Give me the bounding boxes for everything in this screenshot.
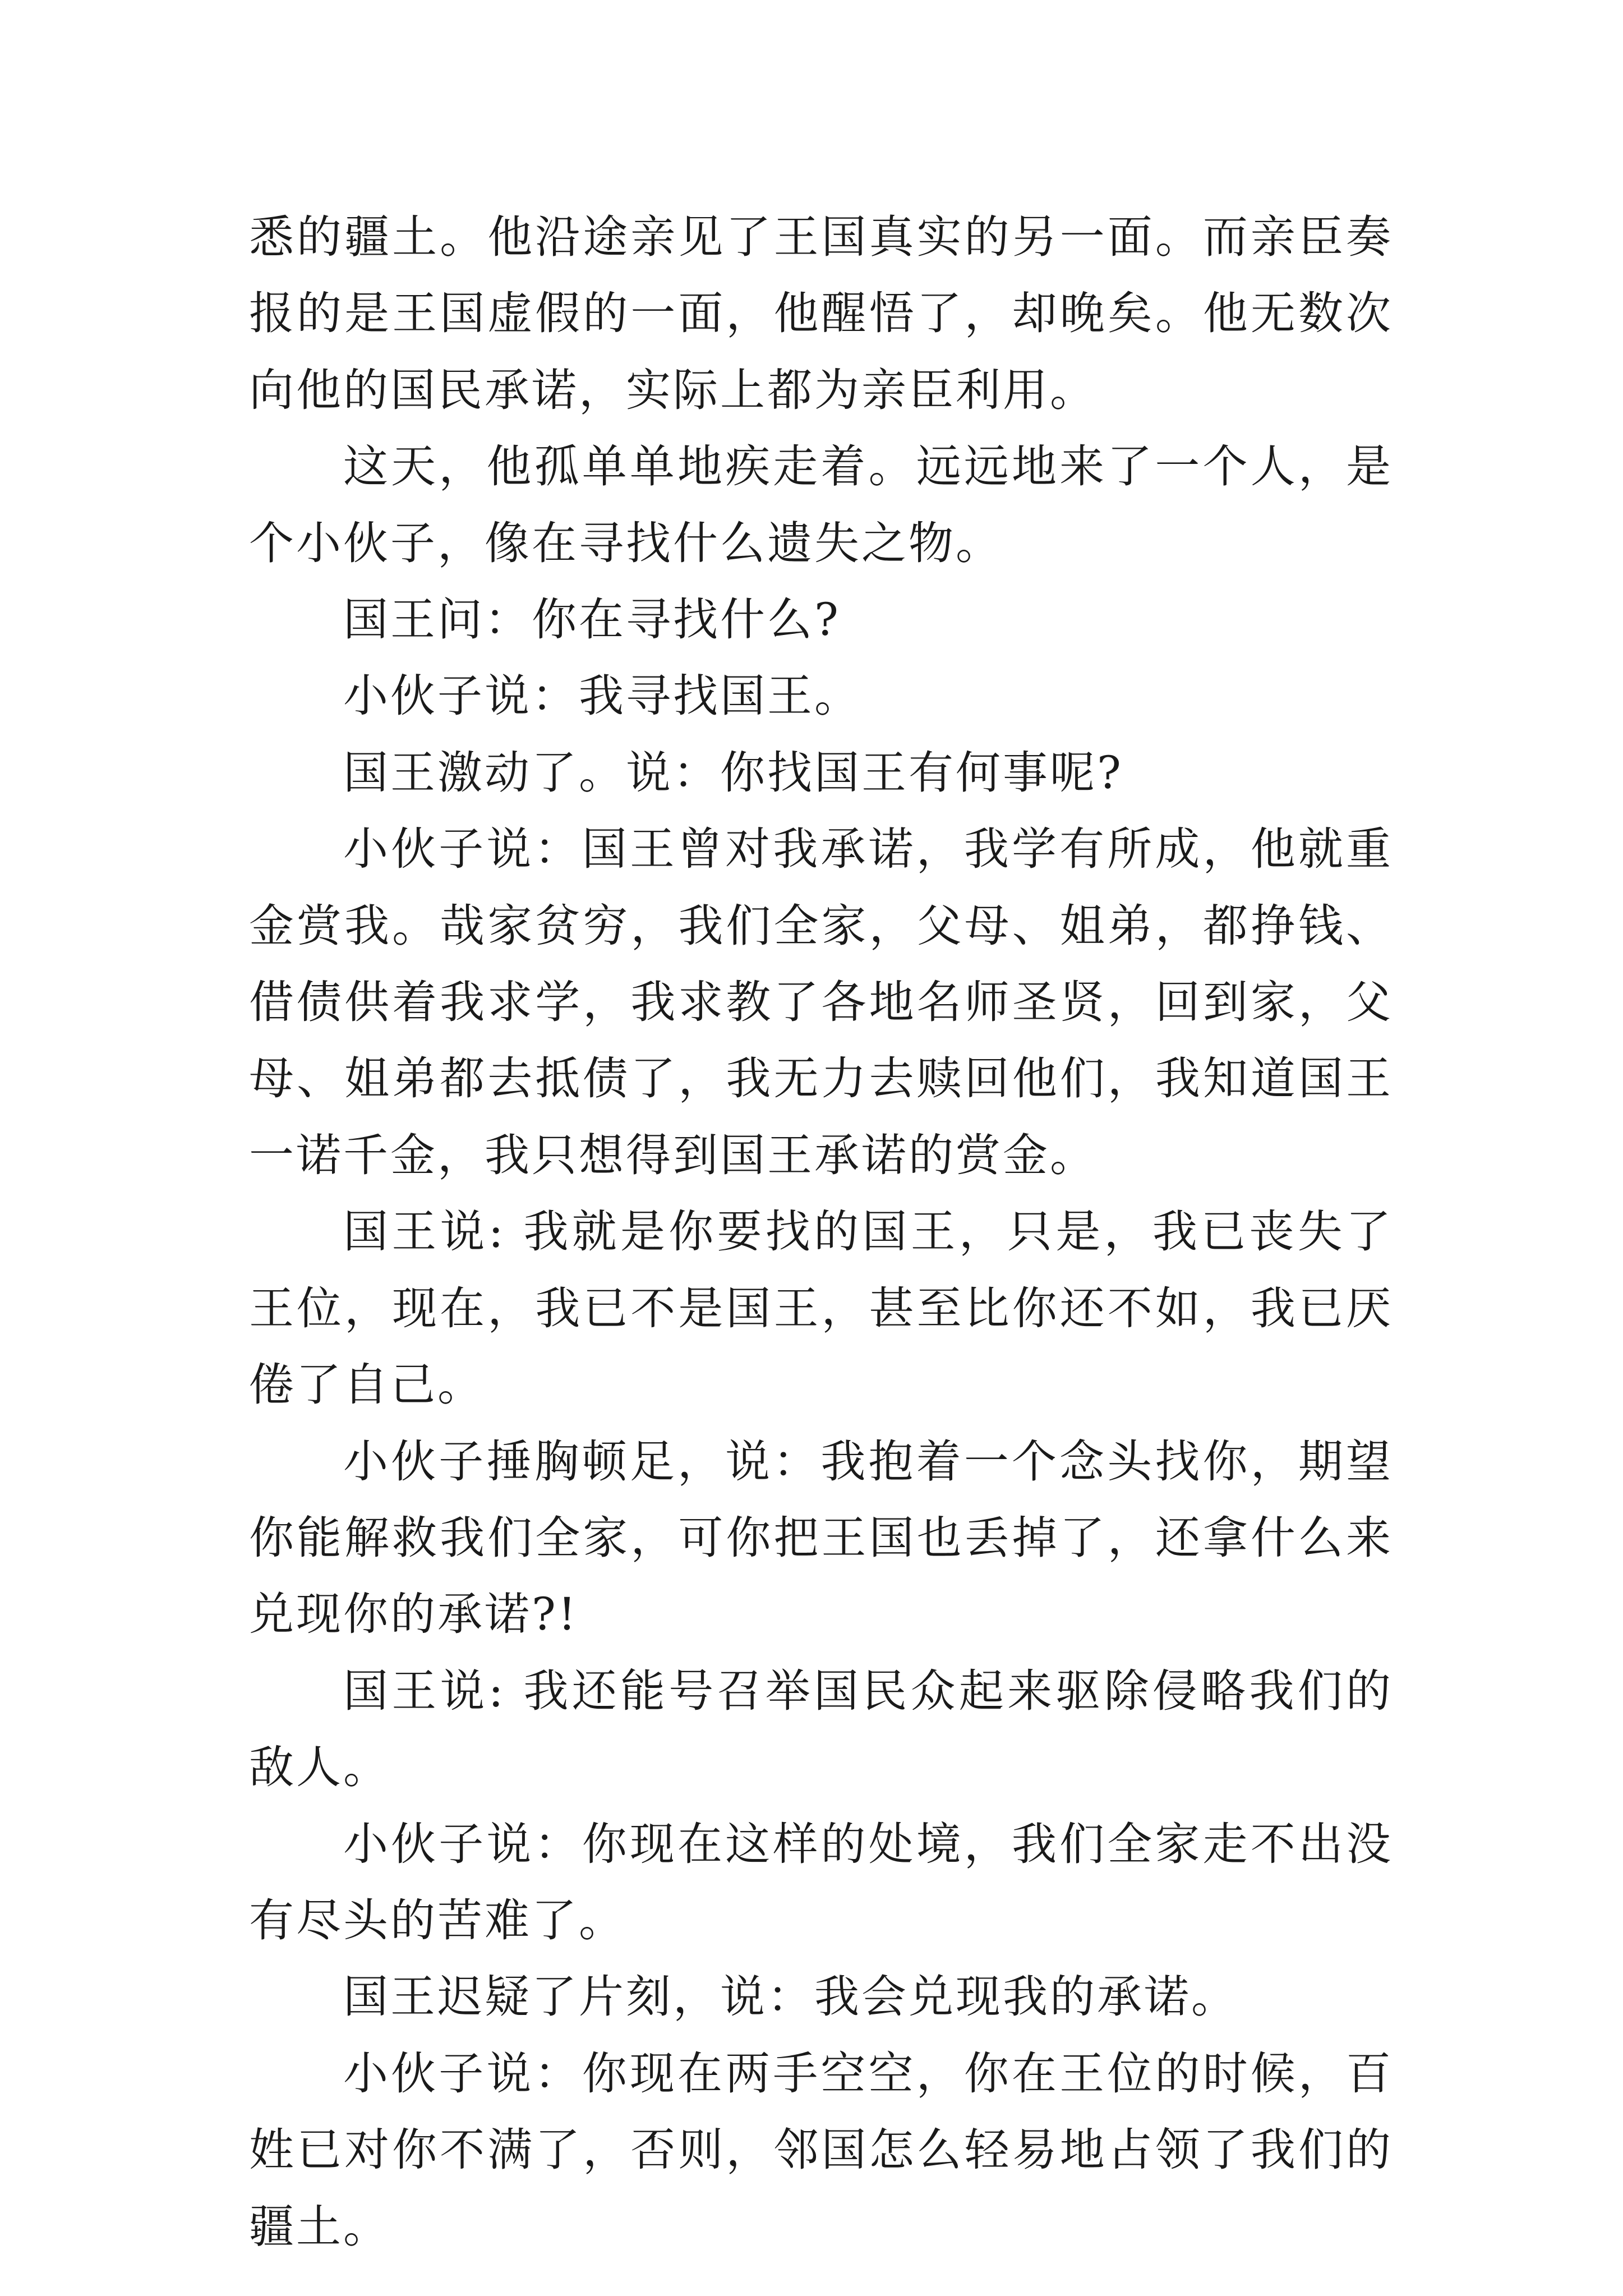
paragraph: 小伙子说：国王曾对我承诺，我学有所成，他就重金赏我。哉家贫穷，我们全家，父母、姐弟，都挣钱、借债供着我求学，我求教了各地名师圣贤，回到家，父母、姐弟都去抵债了，我无力去赎回他们，我知道国王一诺千金，我只想得到国王承诺的赏金。 — [249, 823, 1393, 1181]
body-text — [249, 199, 1393, 2265]
paragraph: 小伙子说：我寻找国王。 — [343, 670, 861, 723]
paragraph: 国王激动了。说：你找国王有何事呢? — [343, 746, 1123, 799]
paragraph: 这天，他孤单单地疾走着。远远地来了一个人，是个小伙子，像在寻找什么遗失之物。 — [249, 440, 1393, 569]
paragraph: 国王问：你在寻找什么? — [343, 593, 841, 646]
paragraph: 小伙子说：你现在两手空空，你在王位的时候，百姓已对你不满了，否则，邻国怎么轻易地占领了我们的疆土。 — [249, 2047, 1393, 2253]
paragraph: 国王迟疑了片刻，说：我会兑现我的承诺。 — [343, 1971, 1238, 2023]
paragraph: 国王说: 我就是你要找的国王，只是，我已丧失了王位，现在，我已不是国王，甚至比你还不如，我已厌倦了自己。 — [249, 1205, 1393, 1411]
paragraph: 悉的疆土。他沿途亲见了王国真实的另一面。而亲臣奏报的是王国虚假的一面，他醒悟了，却晚矣。他无数次向他的国民承诺，实际上都为亲臣利用。 — [249, 211, 1393, 416]
paragraph: 国王说: 我还能号召举国民众起来驱除侵略我们的敌人。 — [249, 1664, 1393, 1794]
paragraph: 小伙子捶胸顿足，说：我抱着一个念头找你，期望你能解救我们全家，可你把王国也丢掉了，还拿什么来兑现你的承诺?! — [249, 1435, 1393, 1641]
paragraph: 小伙子说：你现在这样的处境，我们全家走不出没有尽头的苦难了。 — [249, 1818, 1393, 1947]
